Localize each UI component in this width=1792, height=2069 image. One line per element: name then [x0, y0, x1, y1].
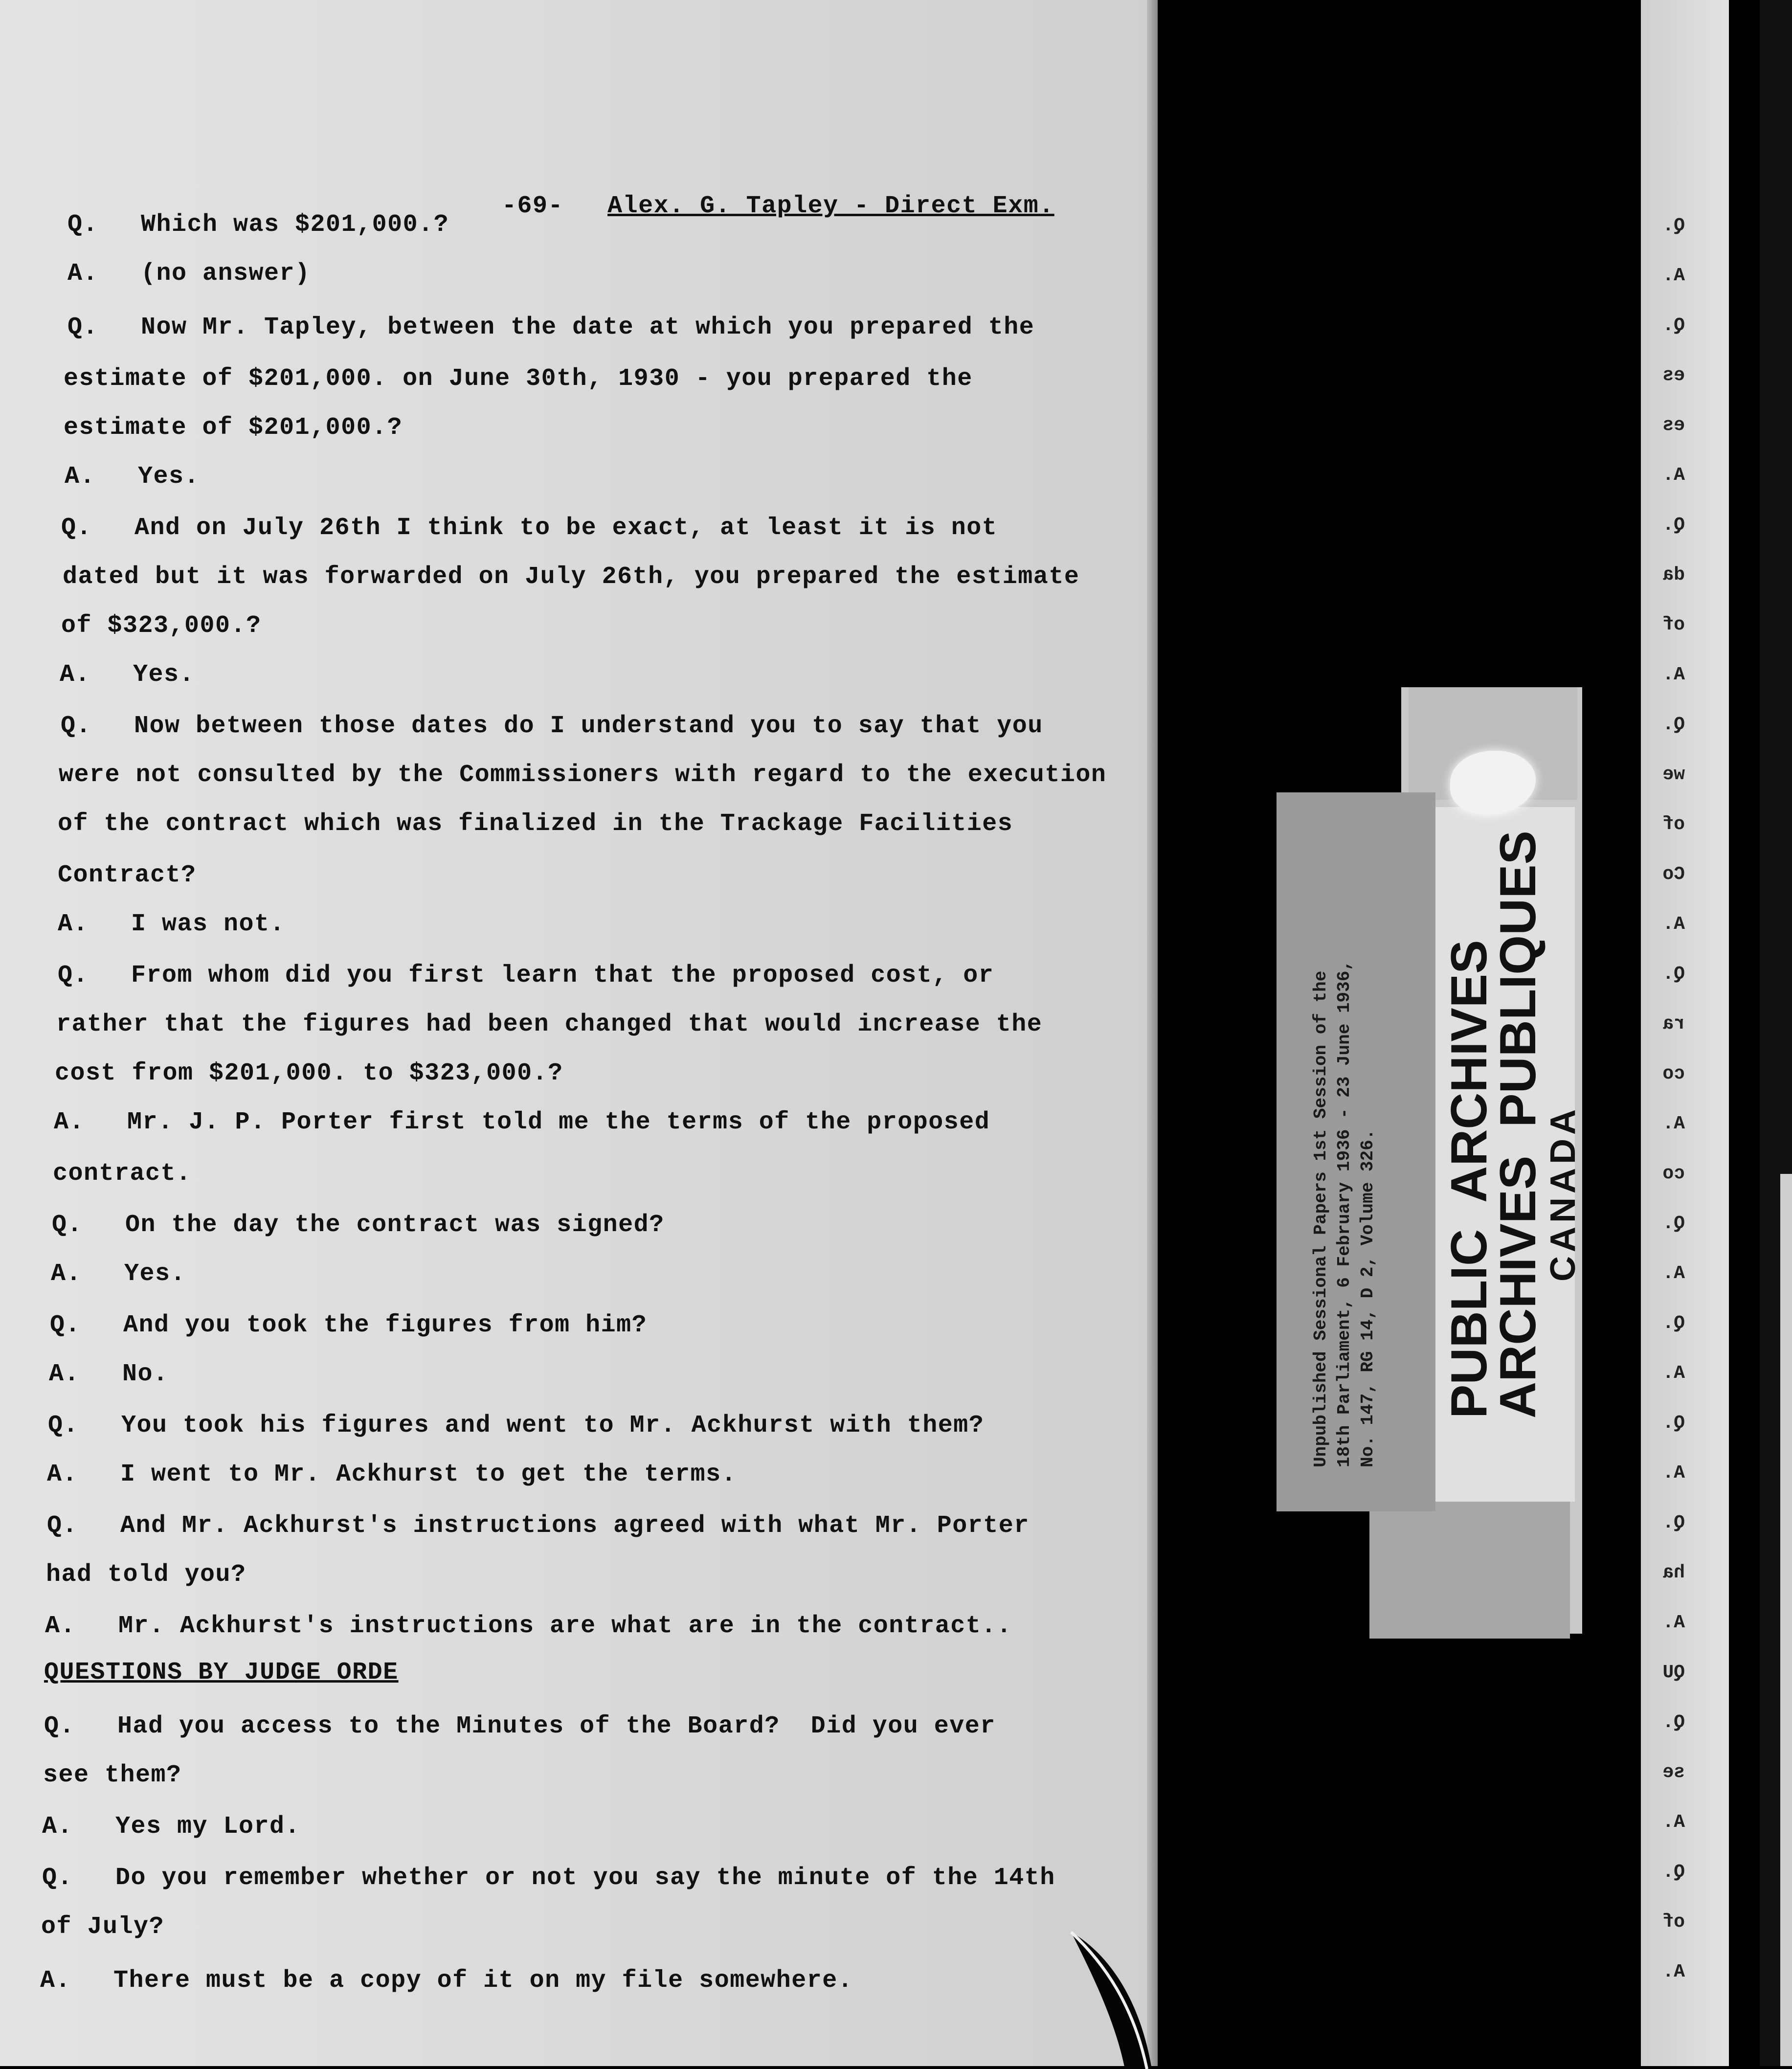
line-text: From whom did you first learn that the proposed cost, or: [131, 962, 994, 990]
line-text: see them?: [43, 1761, 182, 1789]
speaker-label: Q.: [47, 1512, 78, 1540]
next-page-fragment: A.: [1662, 1812, 1685, 1833]
line-text: contract.: [53, 1160, 192, 1188]
line-text: Yes my Lord.: [115, 1813, 301, 1841]
question-line: [58, 961, 994, 990]
question-line: [50, 1311, 647, 1340]
speaker-label: A.: [65, 463, 96, 491]
page-number: -69-: [502, 192, 564, 220]
pen-tip: [1061, 1922, 1154, 2069]
transcript-line: [41, 1912, 164, 1942]
answer-line: [45, 1612, 1012, 1641]
transcript-line: [43, 1761, 182, 1790]
line-text: On the day the contract was signed?: [125, 1211, 665, 1239]
next-page-fragment: we: [1662, 764, 1685, 785]
page-header: [440, 162, 1054, 250]
speaker-label: A.: [54, 1108, 85, 1136]
line-text: cost from $201,000. to $323,000.?: [55, 1059, 563, 1087]
line-text: had told you?: [46, 1561, 246, 1589]
answer-line: [58, 910, 285, 939]
question-line: [67, 313, 1034, 342]
line-text: Mr. J. P. Porter first told me the terms of the proposed: [127, 1108, 990, 1136]
question-line: [48, 1411, 984, 1440]
line-text: of the contract which was finalized in the Trackage Facilities: [58, 810, 1013, 838]
line-text: You took his figures and went to Mr. Ackhurst with them?: [121, 1412, 985, 1439]
label-line-2: 18th Parliament, 6 February 1936 - 23 June 1936,: [1334, 960, 1354, 1467]
next-page-fragment: ra: [1662, 1013, 1685, 1034]
question-line: [67, 210, 449, 240]
transcript-line: [64, 413, 403, 443]
transcript-line: [55, 1059, 563, 1088]
line-text: Yes.: [138, 463, 200, 491]
line-text: And you took the figures from him?: [123, 1311, 648, 1339]
speaker-label: A.: [49, 1360, 80, 1388]
transcript-line: [56, 1010, 1042, 1039]
speaker-label: Q.: [52, 1211, 83, 1239]
next-page-fragment: A.: [1662, 1462, 1685, 1484]
next-page-fragment: Q.: [1662, 515, 1685, 536]
next-page-fragment: da: [1662, 564, 1685, 585]
speaker-label: A.: [67, 260, 99, 288]
stamp-archives-publiques: ARCHIVES PUBLIQUES: [1490, 831, 1546, 1418]
speaker-label: Q.: [61, 712, 92, 740]
transcript-line: [58, 810, 1013, 839]
next-page-fragment: Q.: [1662, 714, 1685, 735]
transcript-line: [63, 562, 1079, 592]
next-page-fragment: ha: [1662, 1562, 1685, 1583]
stamp-public-archives: PUBLIC ARCHIVES: [1441, 940, 1498, 1418]
answer-line: [47, 1460, 737, 1489]
next-page-fragment: A.: [1662, 1612, 1685, 1633]
speaker-label: Q.: [67, 314, 99, 341]
line-text: Which was $201,000.?: [141, 211, 449, 239]
line-text: (no answer): [141, 260, 311, 288]
next-page-fragment: Q.: [1662, 1512, 1685, 1533]
line-text: were not consulted by the Commissioners with regard to the execution: [59, 761, 1107, 789]
speaker-label: Q.: [58, 962, 89, 990]
speaker-label: A.: [42, 1813, 73, 1841]
transcript-line: [61, 611, 262, 641]
line-text: And on July 26th I think to be exact, at least it is not: [134, 514, 998, 542]
next-page-fragment: co: [1662, 1063, 1685, 1084]
line-text: And Mr. Ackhurst's instructions agreed with what Mr. Porter: [120, 1512, 1030, 1540]
transcript-line: [64, 364, 973, 394]
speaker-label: A.: [51, 1260, 82, 1288]
next-page-fragment: se: [1662, 1762, 1685, 1783]
speaker-label: A.: [47, 1461, 78, 1488]
question-line: [42, 1864, 1055, 1893]
line-text: of $323,000.?: [61, 612, 262, 640]
stamp-canada: CANADA: [1544, 1105, 1583, 1282]
next-page-fragment: Q.: [1662, 1313, 1685, 1334]
line-text: Yes.: [133, 661, 195, 689]
line-text: Contract?: [58, 861, 197, 889]
next-page-fragment: Q.: [1662, 1213, 1685, 1234]
line-text: Mr. Ackhurst's instructions are what are in the contract..: [118, 1612, 1012, 1640]
next-page-fragment: of: [1662, 614, 1685, 635]
speaker-label: A.: [60, 661, 91, 689]
speaker-label: Q.: [61, 514, 92, 542]
next-page-fragment: of: [1662, 814, 1685, 835]
line-text: dated but it was forwarded on July 26th, you prepared the estimate: [63, 563, 1080, 591]
next-page-fragment: A.: [1662, 1961, 1685, 1982]
line-text: Now between those dates do I understand you to say that you: [134, 712, 1043, 740]
next-page-fragment: of: [1662, 1912, 1685, 1933]
line-text: Had you access to the Minutes of the Board? Did you ever: [117, 1712, 996, 1740]
line-text: There must be a copy of it on my file somewhere.: [113, 1967, 853, 1995]
witness-title: Alex. G. Tapley - Direct Exm.: [607, 192, 1054, 220]
answer-line: [54, 1108, 990, 1137]
line-text: estimate of $201,000.?: [64, 414, 403, 442]
line-text: rather that the figures had been changed that would increase the: [56, 1011, 1043, 1038]
next-page-fragment: A.: [1662, 265, 1685, 286]
speaker-label: A.: [58, 910, 89, 938]
next-page-fragment: A.: [1662, 1363, 1685, 1384]
line-text: Do you remember whether or not you say the minute of the 14th: [115, 1864, 1055, 1892]
speaker-label: Q.: [44, 1712, 75, 1740]
answer-line: [49, 1360, 169, 1389]
next-page-fragment: Co: [1662, 864, 1685, 885]
far-page-strip: [1780, 1174, 1792, 2066]
line-text: I went to Mr. Ackhurst to get the terms.: [120, 1461, 737, 1488]
next-page-fragment: Q.: [1662, 1862, 1685, 1883]
next-page-fragment: es: [1662, 365, 1685, 386]
section-heading: QUESTIONS BY JUDGE ORDE: [44, 1659, 399, 1687]
speaker-label: Q.: [50, 1311, 81, 1339]
next-page-fragment: Q.: [1662, 1712, 1685, 1733]
question-line: [47, 1511, 1030, 1541]
speaker-label: A.: [40, 1967, 71, 1995]
next-page-fragment: QU: [1662, 1662, 1685, 1683]
transcript-line: [46, 1560, 246, 1590]
answer-line: [40, 1966, 853, 1996]
answer-line: [67, 259, 311, 289]
next-page-fragment: A.: [1662, 664, 1685, 685]
line-text: Yes.: [124, 1260, 186, 1288]
next-page-fragment: co: [1662, 1163, 1685, 1184]
next-page-fragment: Q.: [1662, 315, 1685, 336]
transcript-line: [53, 1159, 192, 1189]
answer-line: [42, 1812, 300, 1842]
page-edge: [1147, 0, 1158, 2066]
speaker-label: A.: [45, 1612, 76, 1640]
next-page-fragment: es: [1662, 415, 1685, 436]
speaker-label: Q.: [48, 1412, 79, 1439]
line-text: I was not.: [131, 910, 286, 938]
archive-reference-label: [1277, 792, 1435, 1511]
line-text: No.: [122, 1360, 169, 1388]
line-text: estimate of $201,000. on June 30th, 1930 - you prepared the: [64, 365, 973, 393]
transcript-line: [44, 1658, 399, 1687]
next-page-fragment: A.: [1662, 1263, 1685, 1284]
answer-line: [60, 660, 195, 690]
transcript-line: [59, 761, 1106, 790]
speaker-label: Q.: [42, 1864, 73, 1892]
next-page-fragment: A.: [1662, 1113, 1685, 1134]
transcript-line: [58, 861, 197, 890]
question-line: [61, 514, 997, 543]
next-page-fragment: A.: [1662, 465, 1685, 486]
question-line: [44, 1712, 996, 1741]
answer-line: [51, 1259, 186, 1289]
line-text: Now Mr. Tapley, between the date at which you prepared the: [141, 314, 1035, 341]
next-page-fragment: Q.: [1662, 1413, 1685, 1434]
question-line: [52, 1211, 665, 1240]
next-page-fragment: Q.: [1662, 964, 1685, 985]
label-line-3: No. 147, RG 14, D 2, Volume 326.: [1358, 1129, 1378, 1467]
label-line-1: Unpublished Sessional Papers 1st Session of the: [1311, 970, 1331, 1467]
archive-tag-bottom: [1369, 1502, 1570, 1639]
line-text: of July?: [41, 1913, 165, 1941]
speaker-label: Q.: [67, 211, 99, 239]
next-page-fragment: Q.: [1662, 215, 1685, 236]
answer-line: [65, 462, 200, 492]
question-line: [61, 712, 1043, 741]
next-page-fragment: A.: [1662, 914, 1685, 935]
